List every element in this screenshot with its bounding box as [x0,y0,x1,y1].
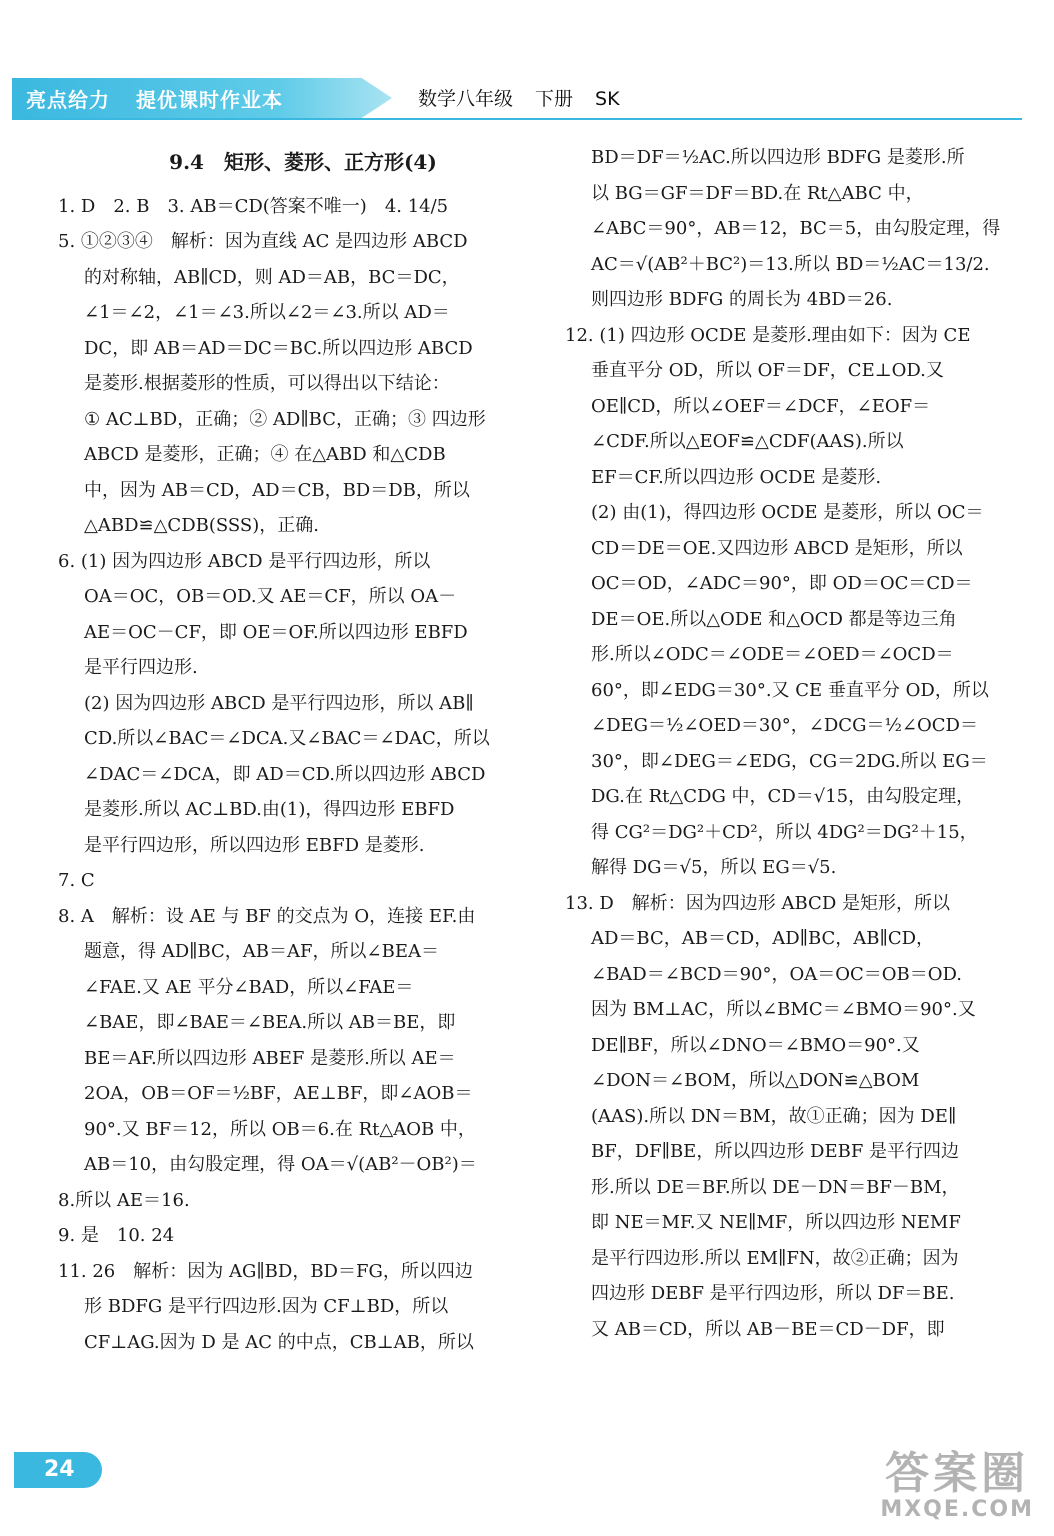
answer-line: 四边形 DEBF 是平行四边形，所以 DF＝BE. [591,1283,955,1304]
answer-line: 形 BDFG 是平行四边形.因为 CF⊥BD，所以 [84,1296,449,1317]
answer-line: ∠ABC＝90°，AB＝12，BC＝5，由勾股定理，得 [591,218,1001,239]
answer-line: ABCD 是菱形，正确；④ 在△ABD 和△CDB [84,444,446,465]
watermark-logo: 答案圈 [885,1448,1030,1499]
answer-line: 是平行四边形.所以 EM∥FN，故②正确；因为 [591,1247,959,1269]
answer-line: 7. C [58,870,95,891]
subject-volume: 下册 [535,88,574,110]
banner-title [26,84,309,113]
answer-line: AD＝BC，AB＝CD，AD∥BC，AB∥CD， [591,928,935,949]
answer-line: 11. 26 解析：因为 AG∥BD，BD＝FG，所以四边 [58,1260,473,1282]
answer-line: 又 AB＝CD，所以 AB－BE＝CD－DF，即 [591,1318,945,1340]
right-column [565,140,1017,1347]
answer-line: (2) 因为四边形 ABCD 是平行四边形，所以 AB∥ [84,692,474,714]
answer-line: (2) 由(1)，得四边形 OCDE 是菱形，所以 OC＝ [591,502,984,523]
answer-line: ∠DAC＝∠DCA，即 AD＝CD.所以四边形 ABCD [84,763,486,785]
answer-line: BD＝DF＝½AC.所以四边形 BDFG 是菱形.所 [591,147,965,168]
answer-line: 形.所以∠ODC＝∠ODE＝∠OED＝∠OCD＝ [591,644,954,665]
answer-line: 6. (1) 因为四边形 ABCD 是平行四边形，所以 [58,550,431,572]
answer-line: 则四边形 BDFG 的周长为 4BD＝26. [591,289,893,310]
answer-line: ① AC⊥BD，正确；② AD∥BC，正确；③ 四边形 [84,408,486,430]
answer-line: OC＝OD，∠ADC＝90°，即 OD＝OC＝CD＝ [591,573,973,594]
watermark [880,1448,1034,1522]
answer-line: ∠DON＝∠BOM，所以△DON≌△BOM [591,1070,920,1091]
answer-line: 垂直平分 OD，所以 OF＝DF，CE⊥OD.又 [591,360,944,381]
answer-line: 30°，即∠DEG＝∠EDG，CG＝2DG.所以 EG＝ [591,750,988,772]
answer-line: DG.在 Rt△CDG 中，CD＝√15，由勾股定理， [591,786,975,807]
answer-line: ∠BAE，即∠BAE＝∠BEA.所以 AB＝BE，即 [84,1012,456,1033]
answer-line: 即 NE＝MF.又 NE∥MF，所以四边形 NEMF [591,1212,961,1233]
answer-line: 是菱形.所以 AC⊥BD.由(1)，得四边形 EBFD [84,799,455,820]
answer-line: 是菱形.根据菱形的性质，可以得出以下结论： [84,373,450,394]
answer-line: 13. D 解析：因为四边形 ABCD 是矩形，所以 [565,892,950,914]
watermark-url: MXQE.COM [880,1497,1034,1522]
answer-line: 8. A 解析：设 AE 与 BF 的交点为 O，连接 EF.由 [58,905,476,927]
answer-line: 8.所以 AE＝16. [58,1189,190,1211]
answer-line: 9. 是 10. 24 [58,1225,175,1246]
answer-line: DC，即 AB＝AD＝DC＝BC.所以四边形 ABCD [84,337,473,359]
answer-line: ∠DEG＝½∠OED＝30°，∠DCG＝½∠OCD＝ [591,715,978,736]
answer-line: 2OA，OB＝OF＝½BF，AE⊥BF，即∠AOB＝ [84,1083,473,1104]
answer-line: 解得 DG＝√5，所以 EG＝√5. [591,857,837,878]
subject-grade: 数学八年级 [418,88,514,110]
answer-line: AC＝√(AB²＋BC²)＝13.所以 BD＝½AC＝13/2. [591,253,990,275]
answer-line: CF⊥AG.因为 D 是 AC 的中点，CB⊥AB，所以 [84,1331,474,1353]
answer-line: CD.所以∠BAC＝∠DCA.又∠BAC＝∠DAC，所以 [84,728,490,749]
answer-line: BF，DF∥BE，所以四边形 DEBF 是平行四边 [591,1141,960,1162]
answer-line: ∠FAE.又 AE 平分∠BAD，所以∠FAE＝ [84,976,414,998]
answer-line: 5. ①②③④ 解析：因为直线 AC 是四边形 ABCD [58,231,468,252]
answer-line: 中，因为 AB＝CD，AD＝CB，BD＝DB，所以 [84,479,470,501]
book-subject [418,84,642,111]
left-answer-lines [58,189,528,1361]
answer-line: OE∥CD，所以∠OEF＝∠DCF，∠EOF＝ [591,395,931,417]
answer-line: DE∥BF，所以∠DNO＝∠BMO＝90°.又 [591,1034,920,1056]
answer-line: AE＝OC－CF，即 OE＝OF.所以四边形 EBFD [84,621,468,643]
answer-line: AB＝10，由勾股定理，得 OA＝√(AB²－OB²)＝ [84,1154,477,1175]
answer-line: 12. (1) 四边形 OCDE 是菱形.理由如下：因为 CE [565,324,971,346]
answer-line: 形.所以 DE＝BF.所以 DE－DN＝BF－BM， [591,1176,960,1198]
right-answer-lines [565,140,1017,1347]
answer-line: DE＝OE.所以△ODE 和△OCD 都是等边三角 [591,608,957,630]
answer-line: 90°.又 BF＝12，所以 OB＝6.在 Rt△AOB 中， [84,1118,476,1140]
banner-brand: 亮点给力 [26,88,110,112]
answer-line: 的对称轴，AB∥CD，则 AD＝AB，BC＝DC， [84,266,460,288]
answer-line: 题意，得 AD∥BC，AB＝AF，所以∠BEA＝ [84,941,439,962]
section-title: 9.4 矩形、菱形、正方形(4) [169,150,437,174]
answer-line: CD＝DE＝OE.又四边形 ABCD 是矩形，所以 [591,537,963,559]
answer-line: (AAS).所以 DN＝BM，故①正确；因为 DE∥ [591,1105,957,1127]
answer-line: ∠CDF.所以△EOF≌△CDF(AAS).所以 [591,431,904,452]
answer-line: 得 CG²＝DG²＋CD²，所以 4DG²＝DG²＋15， [591,821,978,843]
answer-line: △ABD≌△CDB(SSS)，正确. [84,515,319,536]
answer-line: 60°，即∠EDG＝30°.又 CE 垂直平分 OD，所以 [591,679,989,701]
answer-line: ∠1＝∠2，∠1＝∠3.所以∠2＝∠3.所以 AD＝ [84,302,450,323]
answer-line: 1. D 2. B 3. AB＝CD(答案不唯一) 4. 14/5 [58,195,449,217]
page-number: 24 [14,1452,102,1488]
answer-line: 以 BG＝GF＝DF＝BD.在 Rt△ABC 中， [591,182,924,204]
answer-line: 是平行四边形. [84,657,198,678]
answer-line: 因为 BM⊥AC，所以∠BMC＝∠BMO＝90°.又 [591,999,976,1020]
left-column [58,145,528,1360]
answer-line: OA＝OC，OB＝OD.又 AE＝CF，所以 OA－ [84,586,457,607]
answer-line: BE＝AF.所以四边形 ABEF 是菱形.所以 AE＝ [84,1047,456,1069]
answer-line: 是平行四边形，所以四边形 EBFD 是菱形. [84,834,425,856]
answer-line: EF＝CF.所以四边形 OCDE 是菱形. [591,466,882,488]
subject-edition: SK [595,88,620,110]
answer-line: ∠BAD＝∠BCD＝90°，OA＝OC＝OB＝OD. [591,963,963,985]
banner-series: 提优课时作业本 [136,88,283,112]
header-divider [12,118,1022,120]
